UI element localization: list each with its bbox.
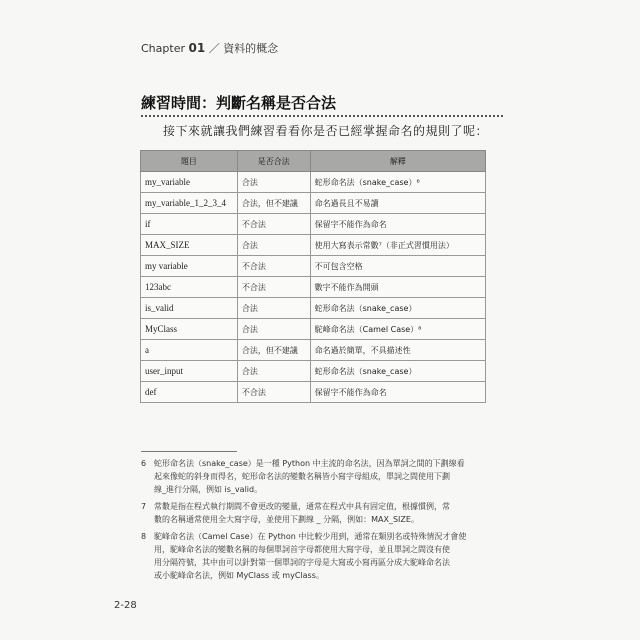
chapter-number: 01 bbox=[188, 41, 206, 55]
cell-explanation: 使用大寫表示常數⁷（非正式習慣用法） bbox=[310, 235, 485, 256]
cell-valid: 合法，但不建議 bbox=[237, 340, 310, 361]
cell-name: 123abc bbox=[141, 277, 238, 298]
footnote-line: 常數是指在程式執行期間不會更改的變量，通常在程式中具有固定值，根據慣例，常 bbox=[154, 502, 450, 511]
footnote-line: 蛇形命名法（snake_case）是一種 Python 中主流的命名法，因為單詞之間的下劃線看 bbox=[154, 459, 465, 468]
cell-explanation: 蛇形命名法（snake_case） bbox=[310, 361, 485, 382]
cell-valid: 合法，但不建議 bbox=[237, 193, 310, 214]
footnote-line: 駝峰命名法（Camel Case）在 Python 中比較少用到，通常在類別名或特殊情況才會使 bbox=[154, 532, 467, 541]
footnote-text bbox=[154, 530, 503, 582]
cell-explanation: 命名過於簡單，不具描述性 bbox=[310, 340, 485, 361]
cell-valid: 合法 bbox=[237, 235, 310, 256]
cell-explanation: 保留字不能作為命名 bbox=[310, 214, 485, 235]
chapter-title: 資料的概念 bbox=[223, 42, 279, 55]
section-divider bbox=[141, 115, 503, 117]
cell-name: MAX_SIZE bbox=[141, 235, 238, 256]
footnote-line: 用分隔符號，其中由可以針對第一個單詞的字母是大寫或小寫再區分成大駝峰命名法 bbox=[154, 558, 450, 567]
table-row bbox=[141, 319, 486, 340]
footnote-6 bbox=[141, 457, 503, 496]
footnote-8 bbox=[141, 530, 503, 582]
header-separator: ／ bbox=[208, 42, 220, 55]
cell-valid: 合法 bbox=[237, 319, 310, 340]
section-title: 練習時間：判斷名稱是否合法 bbox=[141, 94, 337, 112]
cell-valid: 不合法 bbox=[237, 382, 310, 403]
footnote-number: 6 bbox=[141, 459, 147, 468]
column-header-explanation: 解釋 bbox=[310, 151, 485, 172]
footnote-number: 8 bbox=[141, 532, 147, 541]
cell-explanation: 保留字不能作為命名 bbox=[310, 382, 485, 403]
cell-name: a bbox=[141, 340, 238, 361]
cell-explanation: 蛇形命名法（snake_case） bbox=[310, 298, 485, 319]
footnote-line: 起來像蛇的斜身而得名，蛇形命名法的變數名稱皆小寫字母組成，單詞之間使用下劃 bbox=[154, 472, 450, 481]
cell-valid: 合法 bbox=[237, 298, 310, 319]
table-row bbox=[141, 382, 486, 403]
cell-name: my variable bbox=[141, 256, 238, 277]
cell-explanation: 不可包含空格 bbox=[310, 256, 485, 277]
table-row bbox=[141, 256, 486, 277]
footnote-line: 線_進行分隔，例如 is_valid。 bbox=[154, 485, 263, 494]
column-header-valid: 是否合法 bbox=[237, 151, 310, 172]
section-intro: 接下來就讓我們練習看看你是否已經掌握命名的規則了呢： bbox=[163, 124, 489, 138]
table-row bbox=[141, 172, 486, 193]
table-row bbox=[141, 298, 486, 319]
footnote-text bbox=[154, 457, 503, 496]
table-row bbox=[141, 235, 486, 256]
footnote-line: 數的名稱通常使用全大寫字母，並使用下劃線 _ 分隔，例如：MAX_SIZE。 bbox=[154, 515, 419, 524]
cell-valid: 合法 bbox=[237, 361, 310, 382]
naming-practice-table bbox=[140, 150, 486, 403]
cell-valid: 合法 bbox=[237, 172, 310, 193]
footnote-text bbox=[154, 500, 503, 526]
cell-valid: 不合法 bbox=[237, 277, 310, 298]
cell-name: is_valid bbox=[141, 298, 238, 319]
running-header bbox=[141, 40, 278, 56]
table-header-row bbox=[141, 151, 486, 172]
cell-explanation: 駝峰命名法（Camel Case）⁸ bbox=[310, 319, 485, 340]
chapter-label: Chapter bbox=[141, 42, 185, 55]
footnote-7 bbox=[141, 500, 503, 526]
cell-name: if bbox=[141, 214, 238, 235]
table-row bbox=[141, 340, 486, 361]
table-row bbox=[141, 277, 486, 298]
footnote-line: 用，駝峰命名法的變數名稱的每個單詞首字母都使用大寫字母，並且單詞之間沒有使 bbox=[154, 545, 450, 554]
table-row bbox=[141, 361, 486, 382]
cell-explanation: 數字不能作為開頭 bbox=[310, 277, 485, 298]
cell-explanation: 命名過長且不易讀 bbox=[310, 193, 485, 214]
cell-name: my_variable bbox=[141, 172, 238, 193]
cell-valid: 不合法 bbox=[237, 256, 310, 277]
footnote-line: 或小駝峰命名法，例如 MyClass 或 myClass。 bbox=[154, 571, 324, 580]
cell-explanation: 蛇形命名法（snake_case）⁶ bbox=[310, 172, 485, 193]
footnotes bbox=[141, 457, 503, 586]
page-number: 2-28 bbox=[114, 600, 137, 611]
cell-valid: 不合法 bbox=[237, 214, 310, 235]
footnote-divider bbox=[141, 451, 237, 452]
cell-name: MyClass bbox=[141, 319, 238, 340]
table-row bbox=[141, 214, 486, 235]
cell-name: def bbox=[141, 382, 238, 403]
cell-name: user_input bbox=[141, 361, 238, 382]
column-header-name: 題目 bbox=[141, 151, 238, 172]
footnote-number: 7 bbox=[141, 502, 147, 511]
table-row bbox=[141, 193, 486, 214]
cell-name: my_variable_1_2_3_4 bbox=[141, 193, 238, 214]
